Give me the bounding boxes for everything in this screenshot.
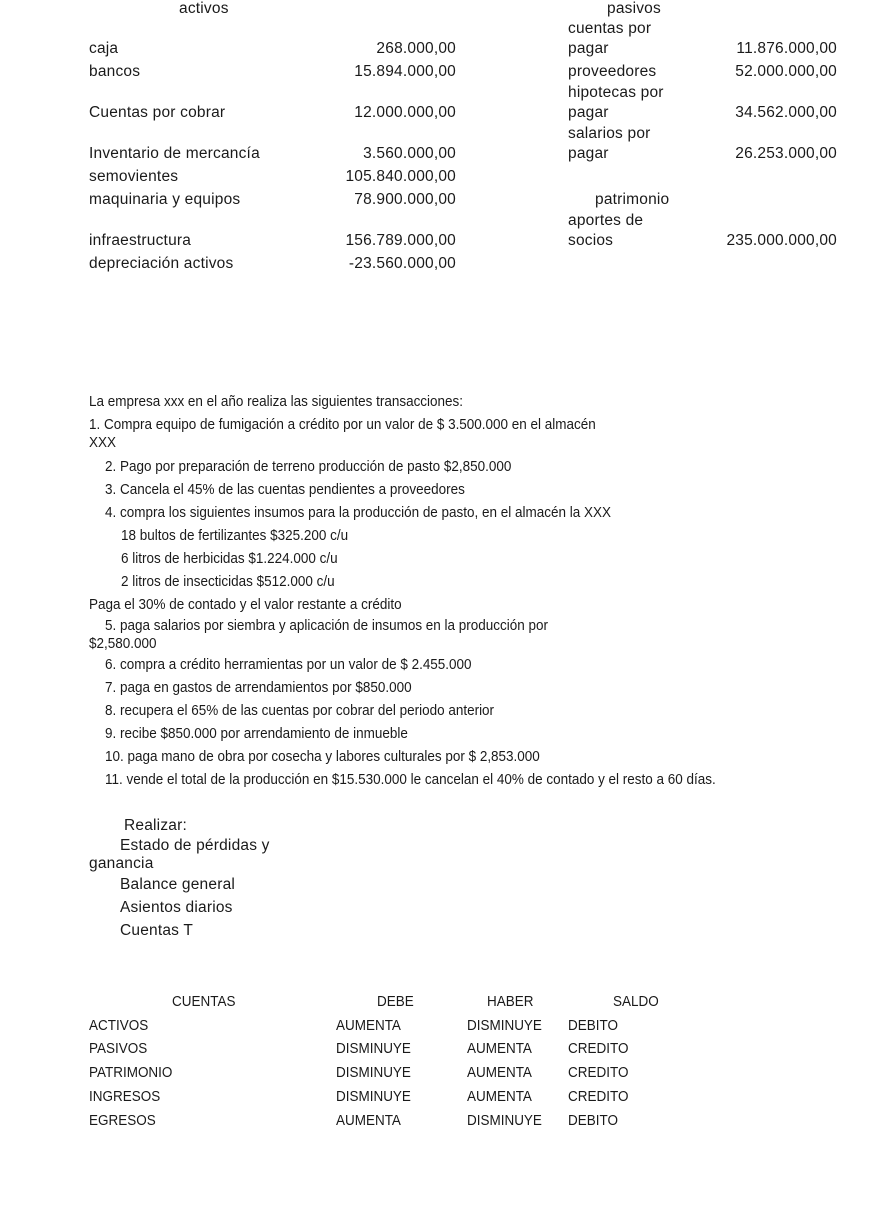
patrimonio-value: 235.000.000,00	[726, 232, 837, 249]
pasivo-label: pagar	[568, 104, 609, 121]
pasivo-label: salarios por	[568, 125, 651, 142]
cell-haber: DISMINUYE	[467, 1018, 542, 1034]
cell-debe: DISMINUYE	[336, 1089, 411, 1105]
task-item: Cuentas T	[120, 922, 194, 939]
transaction-6: 6. compra a crédito herramientas por un valor de $ 2.455.000	[105, 657, 472, 673]
activo-label: Cuentas por cobrar	[89, 104, 226, 121]
column-header-debe: DEBE	[377, 994, 414, 1010]
cell-saldo: DEBITO	[568, 1113, 618, 1129]
activos-heading: activos	[179, 0, 229, 17]
activo-value: 268.000,00	[376, 40, 456, 57]
transaction-4-item: 18 bultos de fertilizantes $325.200 c/u	[121, 528, 349, 544]
cell-cuenta: ACTIVOS	[89, 1018, 149, 1034]
task-item: Balance general	[120, 876, 236, 893]
pasivos-heading: pasivos	[607, 0, 661, 17]
activo-label: semovientes	[89, 168, 179, 185]
pasivo-value: 34.562.000,00	[735, 104, 837, 121]
cell-debe: AUMENTA	[336, 1113, 401, 1129]
activo-value: 12.000.000,00	[354, 104, 456, 121]
activo-value: -23.560.000,00	[348, 255, 456, 272]
activo-value: 78.900.000,00	[354, 191, 456, 208]
transaction-2: 2. Pago por preparación de terreno producción de pasto $2,850.000	[105, 459, 512, 475]
activo-value: 3.560.000,00	[363, 145, 456, 162]
pasivo-label: pagar	[568, 40, 609, 57]
activo-label: depreciación activos	[89, 255, 234, 272]
activo-label: maquinaria y equipos	[89, 191, 241, 208]
transaction-4-payment: Paga el 30% de contado y el valor restante a crédito	[89, 597, 402, 613]
activo-value: 105.840.000,00	[345, 168, 456, 185]
transaction-5-cont: $2,580.000	[89, 636, 157, 652]
cell-saldo: DEBITO	[568, 1018, 618, 1034]
cell-cuenta: EGRESOS	[89, 1113, 156, 1129]
cell-haber: DISMINUYE	[467, 1113, 542, 1129]
pasivo-value: 52.000.000,00	[735, 63, 837, 80]
patrimonio-heading: patrimonio	[595, 191, 670, 208]
cell-cuenta: INGRESOS	[89, 1089, 161, 1105]
pasivo-label: hipotecas por	[568, 84, 664, 101]
tasks-heading: Realizar:	[124, 817, 187, 834]
transaction-4-item: 2 litros de insecticidas $512.000 c/u	[121, 574, 335, 590]
cell-haber: AUMENTA	[467, 1065, 532, 1081]
transaction-4: 4. compra los siguientes insumos para la producción de pasto, en el almacén la XXX	[105, 505, 611, 521]
cell-saldo: CREDITO	[568, 1065, 629, 1081]
pasivo-value: 11.876.000,00	[736, 40, 837, 57]
transaction-9: 9. recibe $850.000 por arrendamiento de inmueble	[105, 726, 408, 742]
cell-debe: DISMINUYE	[336, 1041, 411, 1057]
cell-saldo: CREDITO	[568, 1041, 629, 1057]
cell-haber: AUMENTA	[467, 1089, 532, 1105]
transaction-7: 7. paga en gastos de arrendamientos por $850.000	[105, 680, 412, 696]
column-header-haber: HABER	[487, 994, 534, 1010]
activo-value: 15.894.000,00	[354, 63, 456, 80]
cell-haber: AUMENTA	[467, 1041, 532, 1057]
task-item: Estado de pérdidas y	[120, 837, 270, 854]
patrimonio-label: aportes de	[568, 212, 644, 229]
activo-label: caja	[89, 40, 119, 57]
pasivo-value: 26.253.000,00	[735, 145, 837, 162]
activo-label: bancos	[89, 63, 141, 80]
cell-saldo: CREDITO	[568, 1089, 629, 1105]
column-header-cuentas: CUENTAS	[172, 994, 236, 1010]
transaction-1-cont: XXX	[89, 435, 116, 451]
transaction-5: 5. paga salarios por siembra y aplicación de insumos en la producción por	[105, 618, 549, 634]
cell-cuenta: PATRIMONIO	[89, 1065, 173, 1081]
pasivo-label: pagar	[568, 145, 609, 162]
activo-value: 156.789.000,00	[345, 232, 456, 249]
transactions-intro: La empresa xxx en el año realiza las siguientes transacciones:	[89, 394, 464, 410]
transaction-3: 3. Cancela el 45% de las cuentas pendientes a proveedores	[105, 482, 465, 498]
cell-cuenta: PASIVOS	[89, 1041, 148, 1057]
pasivo-label: proveedores	[568, 63, 657, 80]
transaction-8: 8. recupera el 65% de las cuentas por cobrar del periodo anterior	[105, 703, 495, 719]
transaction-10: 10. paga mano de obra por cosecha y labores culturales por $ 2,853.000	[105, 749, 540, 765]
activo-label: Inventario de mercancía	[89, 145, 260, 162]
task-item: Asientos diarios	[120, 899, 233, 916]
transaction-4-item: 6 litros de herbicidas $1.224.000 c/u	[121, 551, 338, 567]
cell-debe: DISMINUYE	[336, 1065, 411, 1081]
cell-debe: AUMENTA	[336, 1018, 401, 1034]
pasivo-label: cuentas por	[568, 20, 652, 37]
patrimonio-label: socios	[568, 232, 614, 249]
column-header-saldo: SALDO	[613, 994, 659, 1010]
activo-label: infraestructura	[89, 232, 192, 249]
transaction-11: 11. vende el total de la producción en $15.530.000 le cancelan el 40% de contado y el resto a 60 días.	[105, 772, 716, 788]
task-item-cont: ganancia	[89, 855, 154, 872]
transaction-1: 1. Compra equipo de fumigación a crédito por un valor de $ 3.500.000 en el almacén	[89, 417, 596, 433]
